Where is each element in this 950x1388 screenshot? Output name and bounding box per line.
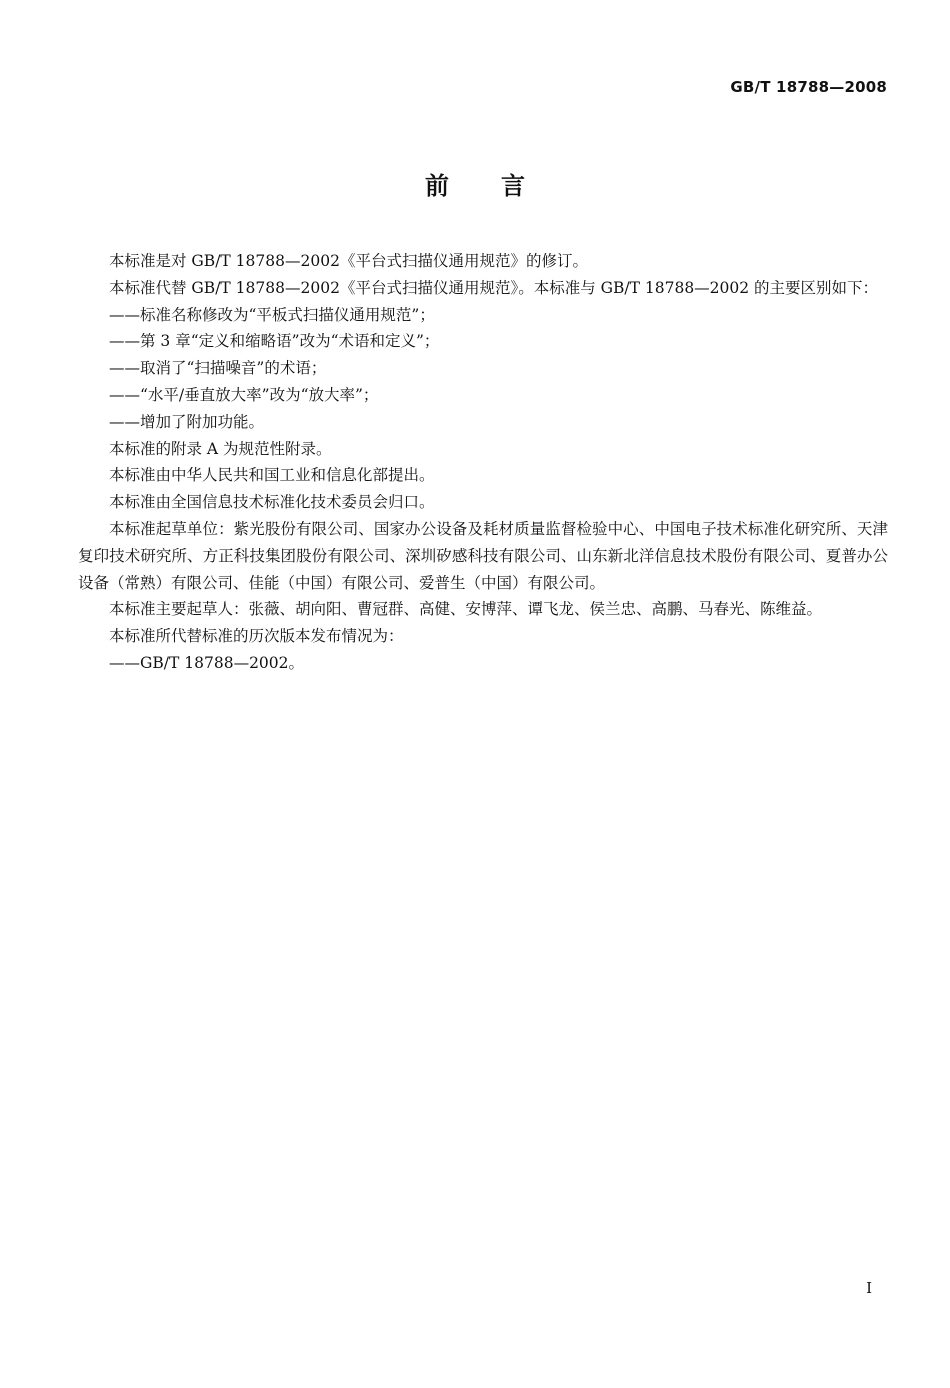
change-item: ——标准名称修改为“平板式扫描仪通用规范”； <box>109 305 435 324</box>
paragraph-drafters: 本标准主要起草人：张薇、胡向阳、曹冠群、高健、安博萍、谭飞龙、侯兰忠、高鹏、马春光、陈维益。 <box>109 600 823 619</box>
paragraph-replaces: 本标准代替 GB/T 18788—2002《平台式扫描仪通用规范》。本标准与 GB/T 18788—2002 的主要区别如下： <box>109 278 879 297</box>
standard-code: GB/T 18788—2008 <box>730 78 887 96</box>
title-char-1: 前 <box>425 172 449 200</box>
change-item: ——取消了“扫描噪音”的术语； <box>109 359 327 378</box>
paragraph-revision: 本标准是对 GB/T 18788—2002《平台式扫描仪通用规范》的修订。 <box>109 252 588 270</box>
paragraph-drafting-units: 本标准起草单位：紫光股份有限公司、国家办公设备及耗材质量监督检验中心、中国电子技术标准化研究所、天津复印技术研究所、方正科技集团股份有限公司、深圳矽感科技有限公司、山东新北洋信息技术股份有限公司、夏普办公设备（常熟）有限公司、佳能（中国）有限公司、爱普生（中国）有限公司。 <box>78 519 888 592</box>
paragraph-history: 本标准所代替标准的历次版本发布情况为： <box>109 627 404 646</box>
title-char-2: 言 <box>501 172 525 200</box>
change-item: ——“水平/垂直放大率”改为“放大率”； <box>109 385 379 404</box>
paragraph-annex: 本标准的附录 A 为规范性附录。 <box>109 439 332 458</box>
history-item: ——GB/T 18788—2002。 <box>109 653 305 672</box>
paragraph-committee: 本标准由全国信息技术标准化技术委员会归口。 <box>109 493 435 512</box>
change-item: ——第 3 章“定义和缩略语”改为“术语和定义”； <box>109 332 440 351</box>
change-item: ——增加了附加功能。 <box>109 412 265 431</box>
page-title <box>0 166 950 201</box>
page-number: I <box>866 1279 872 1297</box>
preface-body <box>78 248 888 677</box>
paragraph-proposer: 本标准由中华人民共和国工业和信息化部提出。 <box>109 466 435 485</box>
